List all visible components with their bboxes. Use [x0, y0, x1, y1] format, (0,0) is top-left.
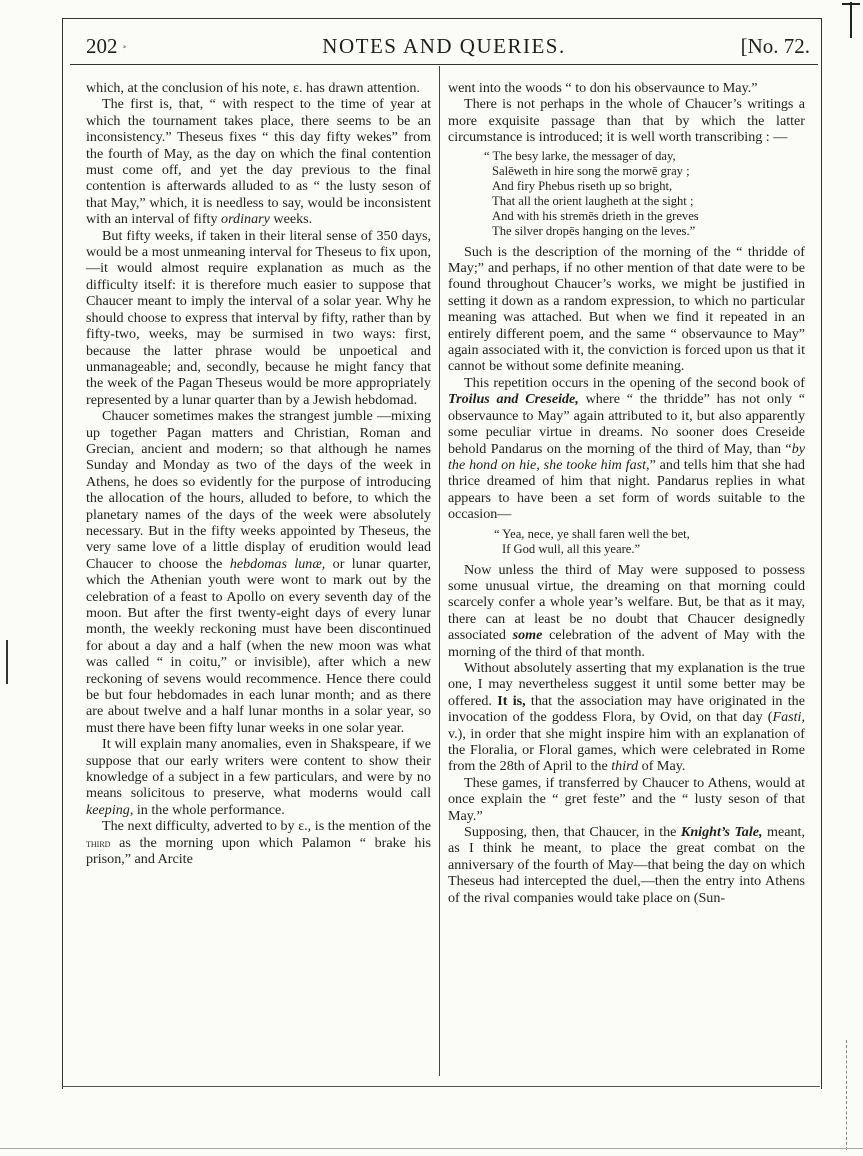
emphasis: third: [611, 758, 639, 775]
emphasis: Knight’s Tale,: [680, 824, 763, 841]
paragraph: But fifty weeks, if taken in their literal sense of 350 days, would be a most unmeaning interval for Theseus to fix upon,—it would almost require explanation as much as the difficulty itself: it is therefore much easier to suppose that Chaucer meant to imply the interval of a solar year. Why he should choose to express that interval by fifty, rather than by fifty-two, weeks, may be surmised in two ways: first, because the latter phrase would be unpoetical and unmanageable; and, secondly, because he might fancy that the week of the Pagan Theseus would be more appropriately represented by a lunar quarter than by a Jewish hebdomad.: [86, 227, 431, 408]
page-number: 202: [86, 34, 118, 58]
emphasis: Fasti,: [772, 709, 805, 726]
verse-line: If God wull, all this yeare.”: [502, 541, 641, 556]
small-caps: third: [86, 835, 111, 850]
bold-text: It is,: [497, 692, 526, 709]
paragraph: Supposing, then, that Chaucer, in the Knight’s Tale, meant, as I think he meant, to place the great combat on the anniversary of the fourth of May—that being the day on which Theseus had intercepted the duel,—then the entry into Athens of the rival companies would take place on (Sun-: [448, 824, 805, 906]
emphasis: hebdomas lunæ,: [229, 555, 326, 572]
left-column: [86, 80, 431, 868]
verse-quotation: [448, 149, 805, 239]
emphasis: by the hond on hie, she tooke him fast,: [448, 440, 805, 473]
verse-line: And with his stremēs drieth in the greves: [492, 208, 699, 223]
verse-line: And firy Phebus riseth up so bright,: [492, 178, 673, 193]
paragraph: These games, if transferred by Chaucer to Athens, would at once explain the “ gret feste” and the “ lusty seson of that May.”: [448, 774, 805, 824]
margin-mark: [6, 640, 8, 684]
paragraph: Without absolutely asserting that my explanation is the true one, I may nevertheless suggest it until some better may be offered. It is, that the association may have originated in the invocation of the goddess Flora, by Ovid, on that day (Fasti, v.), in order that she might inspire him with an explanation of the Floralia, or Floral games, which were celebrated in Rome from the 28th of April to the third of May.: [448, 659, 805, 775]
paragraph: The next difficulty, adverted to by ε., is the mention of the third as the morning upon which Palamon “ brake his prison,” and Arcite: [86, 818, 431, 868]
right-column: [448, 80, 805, 906]
paragraph: It will explain many anomalies, even in Shakspeare, if we suppose that our early writers were content to show their knowledge of a subject in a few particulars, and were by no means solicitous to preserve, what moderns would call keeping, in the whole performance.: [86, 736, 431, 818]
verse-line: “ The besy larke, the messager of day,: [484, 148, 676, 163]
paragraph: There is not perhaps in the whole of Chaucer’s writings a more exquisite passage than that by which the latter circumstance is introduced; it is well worth transcribing : —: [448, 96, 805, 146]
scan-edge-mark: [850, 2, 852, 38]
emphasis: some: [512, 627, 543, 644]
issue-number: [No. 72.: [740, 34, 810, 58]
running-header: [70, 30, 818, 65]
paragraph: Chaucer sometimes makes the strangest jumble —mixing up together Pagan matters and Christian, Roman and Grecian, ancient and modern; so that although he names Sunday and Monday as two of the days of the week in Athens, he does so evidently for the purpose of introducing the allocation of the hours, alluded to before, to which the planetary names of the days of the week were absolutely necessary. But in the fifty weeks appointed by Theseus, the very same love of a little display of erudition would lead Chaucer to choose the hebdomas lunæ, or lunar quarter, which the Athenian youth were wont to mark out by the celebration of a feast to Apollo on every seventh day of the moon. But after the first twenty-eight days of every lunar month, the weekly reckoning must have been discontinued for about a day and a half (when the new moon was what was called “ in coitu,” or invisible), after which a new reckoning of sevens would recommence. Hence there could be but four hebdomades in each lunar month; and as there are about twelve and a half lunar months in a solar year, so must there have been fifty lunar weeks in one solar year.: [86, 408, 431, 736]
margin-dashes: [846, 1040, 848, 1150]
verse-line: The silver dropēs hanging on the leves.”: [492, 223, 696, 238]
frame-bottom-rule: [62, 1086, 820, 1087]
paragraph: The first is, that, “ with respect to the time of year at which the tournament takes place, there seems to be an inconsistency.” Theseus fixes “ this day fifty wekes” from the fourth of May, as the day on which the final contention must come off, and yet the day previous to the final contention is afterwards alluded to as “ the lusty seson of that May,” which, it is needless to say, would be inconsistent with an interval of fifty ordinary weeks.: [86, 96, 431, 228]
verse-line: “ Yea, nece, ye shall faren well the bet,: [494, 526, 690, 541]
paragraph: This repetition occurs in the opening of the second book of Troilus and Creseide, where “ the thridde” has not only “ observaunce to May” again attributed to it, but also apparently some peculiar virtue in dreams. No sooner does Creseide behold Pandarus on the morning of the third of May, than “by the hond on hie, she tooke him fast,” and tells him that she had thrice dreamed of him that night. Pandarus replies in what appears to have been a set form of words suitable to the occasion—: [448, 374, 805, 523]
emphasis: keeping,: [86, 801, 134, 818]
paragraph: Such is the description of the morning of the “ thridde of May;” and perhaps, if no other mention of that date were to be found throughout Chaucer’s works, we might be justified in setting it down as a random expression, to which no particular meaning was attached. But when we find it repeated in an entirely different poem, and the same “ observaunce to May” again associated with it, the conviction is forced upon us that it cannot be without some definite meaning.: [448, 243, 805, 375]
verse-line: Salēweth in hire song the morwē gray ;: [492, 163, 690, 178]
paragraph: Now unless the third of May were supposed to possess some unusual virtue, the dreaming on that morning could scarcely confer a whole year’s welfare. But, be that as it may, there can at least be no doubt that Chaucer designedly associated some celebration of the advent of May with the morning of the third of that month.: [448, 561, 805, 660]
scan-bottom-edge: [0, 1148, 863, 1149]
scan-edge-mark-bar: [842, 3, 860, 5]
emphasis: ordinary: [221, 211, 270, 228]
header-mark: ¸: [122, 34, 127, 49]
column-divider: [439, 66, 440, 1076]
verse-line: That all the orient laugheth at the sight ;: [492, 193, 694, 208]
emphasis: Troilus and Creseide,: [448, 391, 579, 408]
verse-quotation: [448, 527, 805, 557]
paragraph: which, at the conclusion of his note, ε. has drawn attention.: [86, 80, 420, 96]
paragraph: went into the woods “ to don his observaunce to May.”: [448, 80, 758, 96]
journal-title: NOTES AND QUERIES.: [322, 34, 566, 58]
